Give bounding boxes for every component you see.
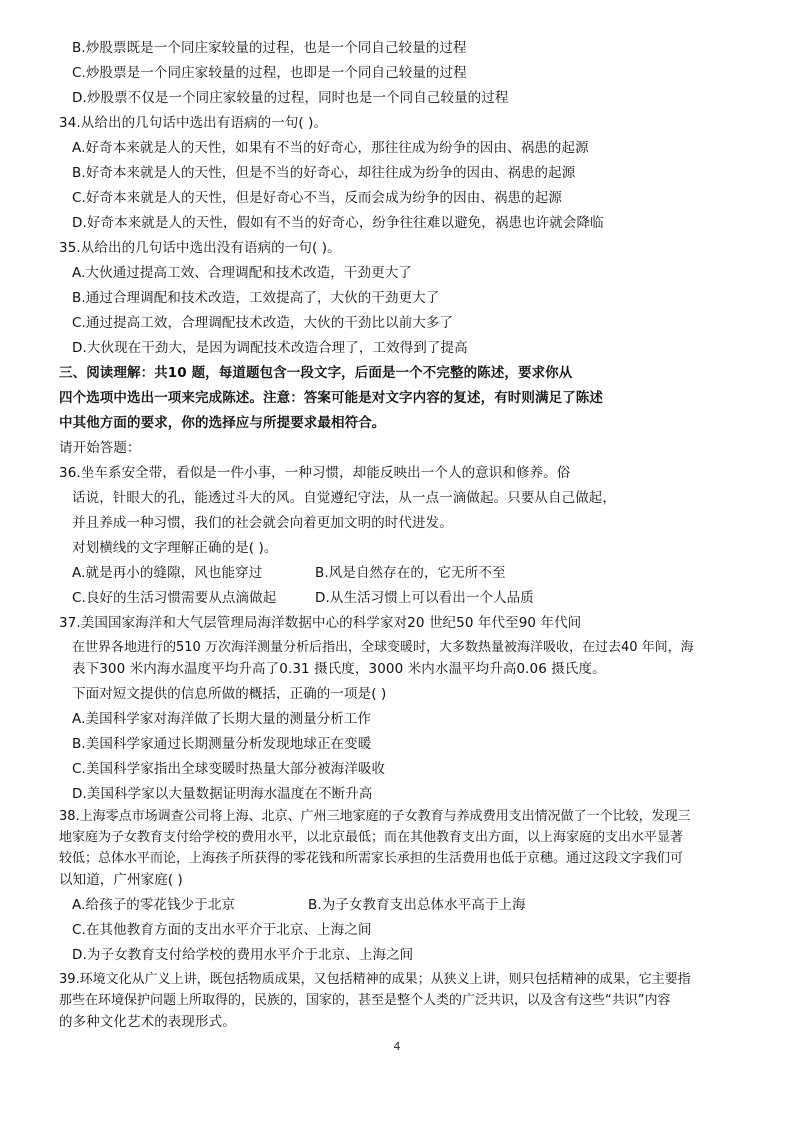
q37-option-a: A.美国科学家对海洋做了长期大量的测量分析工作 <box>72 711 372 727</box>
q33-option-c: C.炒股票是一个同庄家较量的过程，也即是一个同自己较量的过程 <box>72 65 467 81</box>
q38-option-b: B.为子女教育支出总体水平高于上海 <box>308 897 526 913</box>
q37-question: 下面对短文提供的信息所做的概括，正确的一项是( ) <box>72 686 387 702</box>
q34-option-c: C.好奇本来就是人的天性，但是好奇心不当，反而会成为纷争的因由、祸患的起源 <box>72 190 562 206</box>
q38-line-1: 38.上海零点市场调查公司将上海、北京、广州三地家庭的子女教育与养成费用支出情况做了一个比较，发现三 <box>59 809 691 824</box>
q36-question: 对划横线的文字理解正确的是( )。 <box>72 540 278 556</box>
q37-option-d: D.美国科学家以大量数据证明海水温度在不断升高 <box>72 786 373 802</box>
q36-line-3: 并且养成一种习惯，我们的社会就会向着更加文明的时代进发。 <box>72 515 453 531</box>
start-prompt: 请开始答题： <box>59 440 141 456</box>
q34-option-a: A.好奇本来就是人的天性，如果有不当的好奇心，那往往成为纷争的因由、祸患的起源 <box>72 140 589 156</box>
q35-option-c: C.通过提高工效，合理调配技术改造，大伙的干劲比以前大多了 <box>72 315 454 331</box>
q33-option-d: D.炒股票不仅是一个同庄家较量的过程，同时也是一个同自己较量的过程 <box>72 90 509 106</box>
q37-option-c: C.美国科学家指出全球变暖时热量大部分被海洋吸收 <box>72 761 386 777</box>
q39-line-3: 的多种文化艺术的表现形式。 <box>59 1014 236 1030</box>
q38-option-d: D.为子女教育支付给学校的费用水平介于北京、上海之间 <box>72 947 414 963</box>
q36-option-b: B.风是自然存在的，它无所不至 <box>315 565 506 581</box>
q36-line-1: 36.坐车系安全带，看似是一件小事，一种习惯，却能反映出一个人的意识和修养。俗 <box>59 465 571 481</box>
q34-option-b: B.好奇本来就是人的天性，但是不当的好奇心，却往往成为纷争的因由、祸患的起源 <box>72 165 576 181</box>
q33-option-b: B.炒股票既是一个同庄家较量的过程，也是一个同自己较量的过程 <box>72 40 467 56</box>
q36-option-a: A.就是再小的缝隙，风也能穿过 <box>72 565 263 581</box>
q37-line-1: 37.美国国家海洋和大气层管理局海洋数据中心的科学家对20 世纪50 年代至90 年代间 <box>59 615 582 631</box>
q38-option-a: A.给孩子的零花钱少于北京 <box>72 897 236 913</box>
q35-option-a: A.大伙通过提高工效、合理调配和技术改造，干劲更大了 <box>72 265 412 281</box>
q37-option-b: B.美国科学家通过长期测量分析发现地球正在变暖 <box>72 736 372 752</box>
q36-option-c: C.良好的生活习惯需要从点滴做起 <box>72 590 277 606</box>
q35-option-d: D.大伙现在干劲大，是因为调配技术改造合理了，工效得到了提高 <box>72 340 468 356</box>
q38-line-2: 地家庭为子女教育支付给学校的费用水平，以北京最低；而在其他教育支出方面，以上海家庭的支出水平显著 <box>59 830 684 845</box>
q38-option-c: C.在其他教育方面的支出水平介于北京、上海之间 <box>72 922 372 938</box>
q39-line-2: 那些在环境保护问题上所取得的，民族的，国家的，甚至是整个人类的广泛共识，以及含有这些“共识”内容 <box>59 993 671 1008</box>
q34-stem: 34.从给出的几句话中选出有语病的一句( )。 <box>59 115 328 131</box>
q35-stem: 35.从给出的几句话中选出没有语病的一句( )。 <box>59 240 341 256</box>
section3-heading-line-2: 四个选项中选出一项来完成陈述。注意：答案可能是对文字内容的复述，有时则满足了陈述 <box>59 390 603 406</box>
q36-line-2: 话说，针眼大的孔，能透过斗大的风。自觉遵纪守法，从一点一滴做起。只要从自己做起， <box>72 490 616 506</box>
q39-line-1: 39.环境文化从广义上讲，既包括物质成果，又包括精神的成果；从狭义上讲，则只包括精神的成果，它主要指 <box>59 972 691 987</box>
q38-line-4: 以知道，广州家庭( ) <box>59 872 183 888</box>
q37-line-3: 表下300 米内海水温度平均升高了0.31 摄氏度，3000 米内水温平均升高0.06 摄氏度。 <box>72 661 606 677</box>
q36-option-d: D.从生活习惯上可以看出一个人品质 <box>315 590 534 606</box>
section3-heading-line-1: 三、阅读理解：共10 题，每道题包含一段文字，后面是一个不完整的陈述，要求你从 <box>59 365 573 381</box>
q35-option-b: B.通过合理调配和技术改造，工效提高了，大伙的干劲更大了 <box>72 290 440 306</box>
q37-line-2: 在世界各地进行的510 万次海洋测量分析后指出，全球变暖时，大多数热量被海洋吸收，在过去40 年间，海 <box>72 640 694 655</box>
page-number: 4 <box>393 1040 401 1053</box>
q34-option-d: D.好奇本来就是人的天性，假如有不当的好奇心，纷争往往难以避免，祸患也许就会降临 <box>72 215 604 231</box>
q38-line-3: 较低；总体水平而论，上海孩子所获得的零花钱和所需家长承担的生活费用也低于京穗。通过这段文字我们可 <box>59 851 684 866</box>
section3-heading-line-3: 中其他方面的要求，你的选择应与所提要求最相符合。 <box>59 415 386 431</box>
